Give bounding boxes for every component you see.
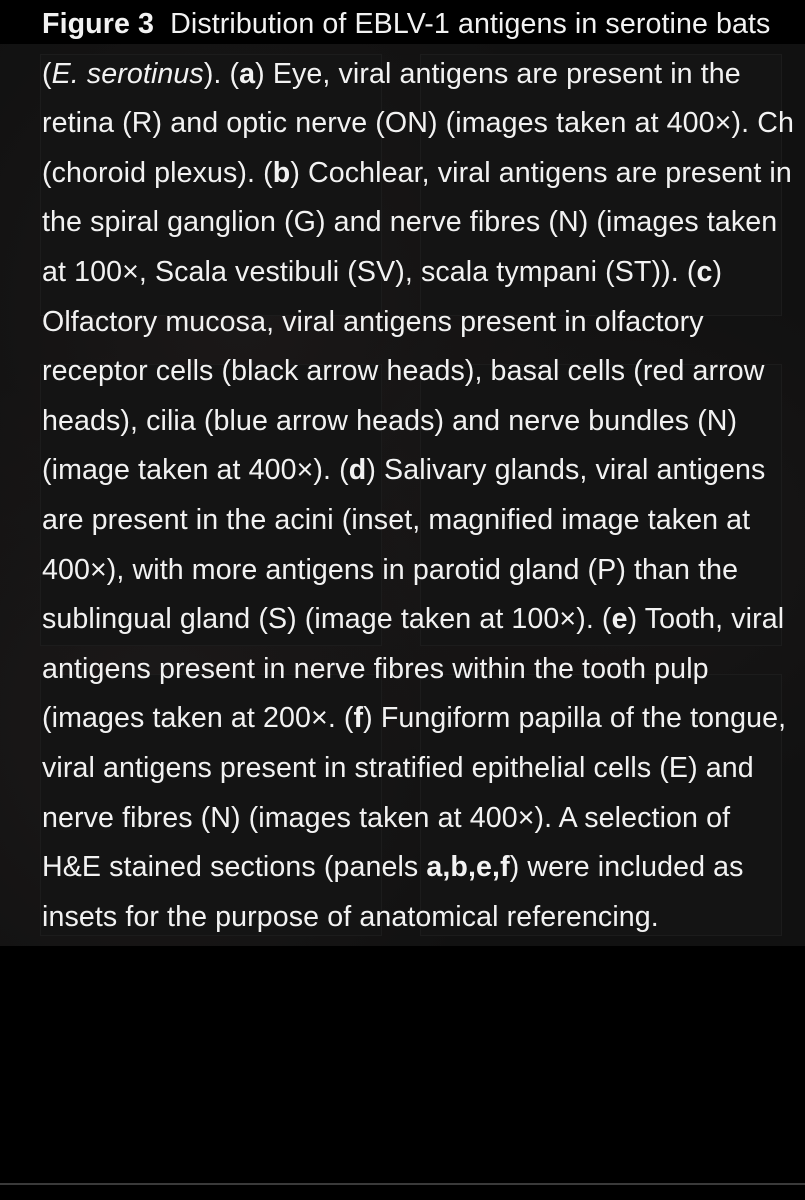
caption-closing: ) were included as insets for the purpose of anatomical referencing. xyxy=(42,851,744,933)
caption-title: Distribution of EBLV-1 antigens in serotine bats ( xyxy=(42,8,771,90)
panel-b-description: ) Cochlear, viral antigens are present in the spiral ganglion (G) and nerve fibres (N) (images taken at 100×, Scala vestibuli (SV), scala tympani (ST)). ( xyxy=(42,156,792,288)
panel-f-description: ) Fungiform papilla of the tongue, viral antigens present in stratified epithelial cells (E) and nerve fibres (N) (images taken at 400×). A selection of H&E stained sections (panels xyxy=(42,702,787,884)
bottom-divider xyxy=(0,1183,805,1185)
panel-label-d: d xyxy=(348,454,367,487)
panel-d-description: ) Salivary glands, viral antigens are present in the acini (inset, magnified image taken at 400×), with more antigens in parotid gland (P) than the sublingual gland (S) (image taken at 100×). ( xyxy=(42,454,766,636)
panel-c-description: ) Olfactory mucosa, viral antigens present in olfactory receptor cells (black arrow heads), basal cells (red arrow heads), cilia (blue arrow heads) and nerve bundles (N) (image taken at 400×). ( xyxy=(42,255,765,487)
figure-label: Figure 3 xyxy=(42,8,155,40)
panel-e-description: ) Tooth, viral antigens present in nerve fibres within the tooth pulp (images taken at 200×. ( xyxy=(42,603,785,735)
panel-a-description: ) Eye, viral antigens are present in the retina (R) and optic nerve (ON) (images taken at 400×). Ch (choroid plexus). ( xyxy=(42,57,794,189)
species-name: E. serotinus xyxy=(51,57,204,90)
panel-label-f: f xyxy=(353,702,364,735)
caption-text: ). ( xyxy=(203,57,240,90)
panel-label-c: c xyxy=(696,255,713,288)
figure-caption xyxy=(42,0,794,942)
panel-label-e: e xyxy=(611,603,628,636)
panels-reference: a,b,e,f xyxy=(426,851,510,884)
panel-label-a: a xyxy=(239,57,256,90)
panel-label-b: b xyxy=(272,156,291,189)
